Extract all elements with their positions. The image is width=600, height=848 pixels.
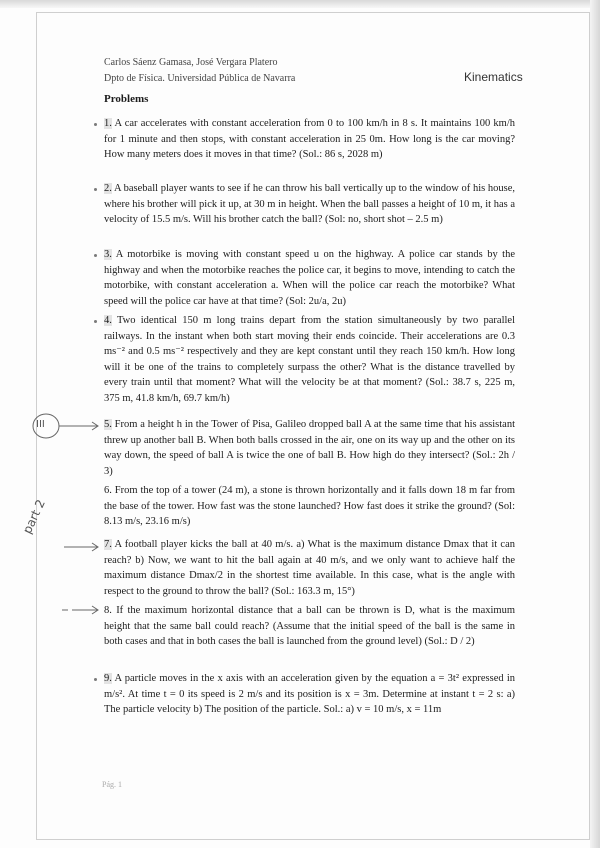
- problem-3: [104, 247, 515, 309]
- problem-8: [104, 603, 515, 650]
- margin-bullet: [94, 320, 97, 323]
- margin-part-label: part 2: [20, 497, 48, 536]
- margin-arrow: [60, 603, 102, 617]
- problem-text: A particle moves in the x axis with an acceleration given by the equation a = 3t² expressed in m/s². At time t = 0 its speed is 2 m/s and its position is x = 3m. Determine at instant t = 2 s: a) The particle velocity b) The position of the particle. Sol.: a) v = 10 m/s, x = 11m: [104, 673, 515, 716]
- problem-2: [104, 181, 515, 228]
- margin-bullet: [94, 123, 97, 126]
- problem-text: A baseball player wants to see if he can throw his ball vertically up to the window of his house, where his brother will pick it up, at 30 m in height. When the ball passes a height of 10 m, it has a velocity of 15.5 m/s. Will his brother catch the ball? (Sol: no, short shot – 2.5 m): [104, 183, 515, 226]
- problem-5: [104, 417, 515, 479]
- problem-7: [104, 537, 515, 599]
- problem-number: 5.: [104, 419, 112, 430]
- margin-bullet: [94, 188, 97, 191]
- problem-1: [104, 116, 515, 163]
- problem-text: A motorbike is moving with constant speed u on the highway. A police car stands by the highway and when the motorbike reaches the police car, it begins to move, intending to catch the motorbike, with constant acceleration a. When will the police car reach the motorbike? What speed will the police car have at that time? (Sol: 2u/a, 2u): [104, 249, 515, 307]
- problem-number: 7.: [104, 539, 112, 550]
- problem-number: 9.: [104, 673, 112, 684]
- problem-text: A car accelerates with constant acceleration from 0 to 100 km/h in 8 s. It maintains 100 km/h for 1 minute and then stops, with constant acceleration in 25 0m. How long is the car moving? How many meters does it moves in that time? (Sol.: 86 s, 2028 m): [104, 118, 515, 161]
- problem-number: 4.: [104, 315, 112, 326]
- department-line: Dpto de Física. Universidad Pública de Navarra: [104, 73, 296, 84]
- scan-edge-right: [590, 0, 600, 848]
- problem-number: 3.: [104, 249, 112, 260]
- problem-text: A football player kicks the ball at 40 m/s. a) What is the maximum distance Dmax that it can reach? b) Now, we want to hit the ball again at 40 m/s, and we only want to achieve half the maximum distance Dmax/2 in the shortest time available. In this case, what is the angle with respect to the ground to throw the ball? (Sol.: 163.3 m, 15°): [104, 539, 515, 597]
- problem-6: [104, 483, 515, 530]
- problem-number: 6.: [104, 485, 112, 496]
- problem-9: [104, 671, 515, 718]
- problems-heading: Problems: [104, 93, 149, 105]
- problem-text: From a height h in the Tower of Pisa, Galileo dropped ball A at the same time that his assistant threw up another ball B. When both balls crossed in the air, one on its way up and the other on its way down, the speed of ball A is twice the one of ball B. How high do they intersect? (Sol.: 2h / 3): [104, 419, 515, 477]
- margin-circle-label: III: [36, 419, 45, 430]
- problem-text: Two identical 150 m long trains depart from the station simultaneously by two parallel railways. In the instant when both start moving their ends coincide. Their accelerations are 0.3 ms⁻² and 0.5 ms⁻² respectively and they are kept constant until they reach 150 km/h. How long will it be one of the trains to completely surpass the other? What is the distance travelled by every train until that moment? What will the velocity be at that moment? (Sol.: 38.7 s, 225 m, 375 m, 41.8 km/h, 69.7 km/h): [104, 315, 515, 404]
- problem-number: 8.: [104, 605, 112, 616]
- problem-number: 2.: [104, 183, 112, 194]
- margin-bullet: [94, 678, 97, 681]
- scan-edge-top: [0, 0, 600, 8]
- problem-number: 1.: [104, 118, 112, 129]
- section-title: Kinematics: [464, 70, 523, 84]
- margin-arrow: [62, 540, 102, 554]
- author-line: Carlos Sáenz Gamasa, José Vergara Platero: [104, 57, 278, 68]
- margin-bullet: [94, 254, 97, 257]
- problem-text: From the top of a tower (24 m), a stone is thrown horizontally and it falls down 18 m far from the base of the tower. How fast was the stone launched? How fast does it strike the ground? (Sol: 8.13 m/s, 23.16 m/s): [104, 485, 515, 528]
- problem-text: If the maximum horizontal distance that a ball can be thrown is D, what is the maximum height that the same ball could reach? (Assume that the initial speed of the ball is the same in both cases and that in both cases the ball is launched from the ground level) (Sol.: D / 2): [104, 605, 515, 648]
- page-footer: Pág. 1: [102, 780, 122, 789]
- problem-4: [104, 313, 515, 407]
